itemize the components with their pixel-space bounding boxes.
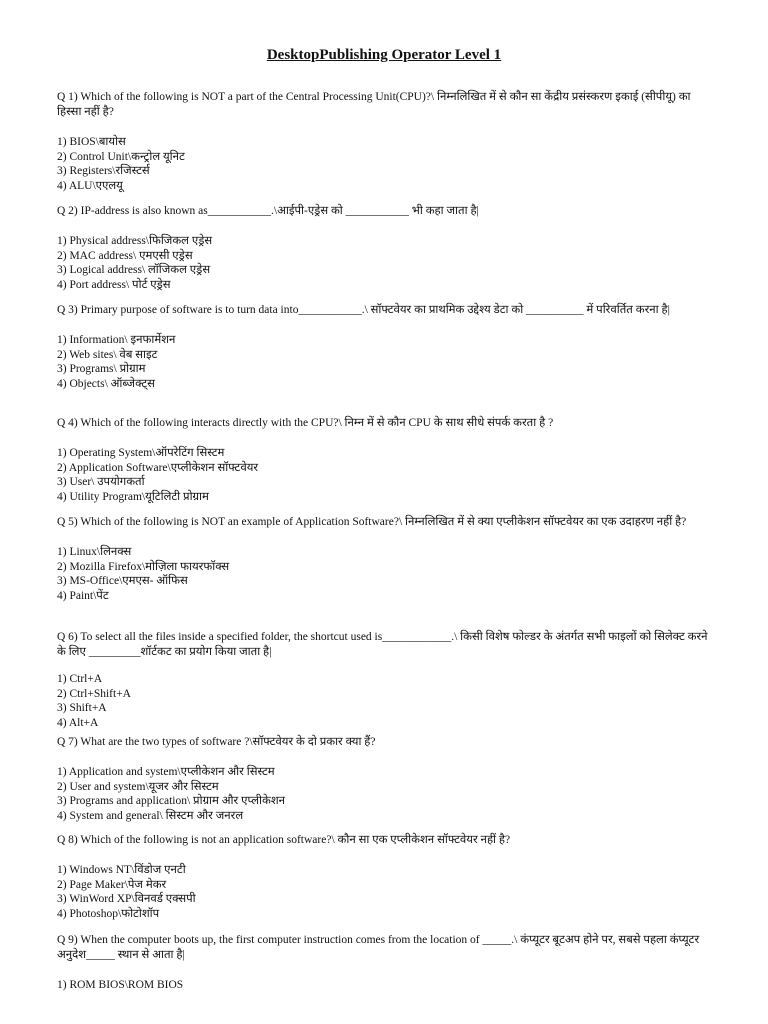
option-item: 2) User and system\यूजर और सिस्टम: [57, 780, 219, 793]
option-item: 2) Ctrl+Shift+A: [57, 687, 131, 700]
question-text: Q 2) IP-address is also known as___________.\आईपी-एड्रेस को ___________ भी कहा जाता है|: [57, 205, 479, 217]
option-item: 3) Programs and application\ प्रोग्राम और एप्लीकेशन: [57, 795, 286, 808]
options-list: [57, 765, 717, 823]
question-text: Q 6) To select all the files inside a specified folder, the shortcut used is____________.\ किसी विशेष फोल्डर के अंतर्गत सभी फाइलों को सिलेक्ट करने के लिए _________शॉर्टकट का प्रयोग किया जाता है|: [57, 631, 708, 658]
option-item: 1) Ctrl+A: [57, 673, 103, 685]
option-item: 4) Photoshop\फोटोशॉप: [57, 907, 160, 920]
question-text: Q 9) When the computer boots up, the first computer instruction comes from the location of _____.\ कंप्यूटर बूटअप होने पर, सबसे पहला कंप्यूटर अनुदेश_____ स्थान से आता है|: [57, 934, 700, 961]
option-item: 1) Application and system\एप्लीकेशन और सिस्टम: [57, 766, 275, 778]
question-7: [57, 735, 717, 823]
option-item: 1) Physical address\फिजिकल एड्रेस: [57, 235, 213, 247]
options-list: [57, 863, 717, 921]
option-item: 2) MAC address\ एमएसी एड्रेस: [57, 249, 193, 262]
option-item: 1) Operating System\ऑपरेटिंग सिस्टम: [57, 447, 225, 459]
question-text: Q 4) Which of the following interacts directly with the CPU?\ निम्न में से कौन CPU के साथ सीधे संपर्क करता है ?: [57, 417, 554, 429]
options-list: [57, 545, 717, 603]
option-item: 3) Registers\रजिस्टर्स: [57, 165, 150, 178]
question-2: [57, 204, 717, 292]
option-item: 2) Control Unit\कन्ट्रोल यूनिट: [57, 150, 185, 163]
option-item: 4) Objects\ ऑब्जेक्ट्स: [57, 377, 155, 390]
option-item: 1) Information\ इनफार्मेशन: [57, 334, 176, 346]
option-item: 4) Port address\ पोर्ट एड्रेस: [57, 278, 171, 291]
question-5: [57, 515, 717, 603]
option-item: 2) Web sites\ वेब साइट: [57, 348, 158, 361]
option-item: 3) Programs\ प्रोग्राम: [57, 363, 146, 376]
option-item: 3) Shift+A: [57, 702, 107, 715]
question-3: [57, 303, 717, 391]
option-item: 1) Windows NT\विंडोज एनटी: [57, 864, 186, 876]
options-list: [57, 672, 717, 730]
question-1: [57, 90, 717, 193]
option-item: 3) MS-Office\एमएस- ऑफिस: [57, 575, 188, 588]
option-item: 4) Alt+A: [57, 716, 99, 729]
document-title: DesktopPublishing Operator Level 1: [266, 47, 502, 63]
options-list: [57, 234, 717, 292]
options-list: [57, 333, 717, 391]
option-item: 4) ALU\एएलयू: [57, 179, 123, 192]
question-text: Q 3) Primary purpose of software is to turn data into___________.\ सॉफ्टवेयर का प्राथमिक उद्देश्य डेटा को __________ में परिवर्तित करना है|: [57, 304, 670, 316]
question-text: Q 8) Which of the following is not an application software?\ कौन सा एक एप्लीकेशन सॉफ्टवेयर नहीं है?: [57, 834, 511, 846]
option-item: 2) Mozilla Firefox\मोज़िला फायरफॉक्स: [57, 560, 230, 573]
option-item: 4) System and general\ सिस्टम और जनरल: [57, 809, 244, 822]
option-item: 2) Application Software\एप्लीकेशन सॉफ्टवेयर: [57, 461, 259, 474]
option-item: 3) User\ उपयोगकर्ता: [57, 476, 145, 489]
option-item: 1) ROM BIOS\ROM BIOS: [57, 979, 184, 991]
options-list: [57, 978, 717, 993]
question-8: [57, 833, 717, 921]
options-list: [57, 135, 717, 193]
option-item: 3) WinWord XP\विनवर्ड एक्सपी: [57, 893, 196, 906]
option-item: 1) BIOS\बायोस: [57, 136, 126, 148]
option-item: 2) Page Maker\पेज मेकर: [57, 878, 167, 891]
option-item: 4) Utility Program\यूटिलिटी प्रोग्राम: [57, 490, 209, 503]
question-text: Q 5) Which of the following is NOT an example of Application Software?\ निम्नलिखित में से क्या एप्लीकेशन सॉफ्टवेयर का एक उदाहरण नहीं है?: [57, 516, 687, 528]
option-item: 4) Paint\पेंट: [57, 589, 109, 602]
question-6: [57, 630, 717, 730]
option-item: 3) Logical address\ लॉजिकल एड्रेस: [57, 264, 211, 277]
question-4: [57, 416, 717, 504]
question-9: [57, 933, 717, 993]
question-text: Q 7) What are the two types of software ?\सॉफ्टवेयर के दो प्रकार क्या हैं?: [57, 736, 376, 748]
option-item: 1) Linux\लिनक्स: [57, 546, 132, 558]
options-list: [57, 446, 717, 504]
question-text: Q 1) Which of the following is NOT a part of the Central Processing Unit(CPU)?\ निम्नलिखित में से कौन सा केंद्रीय प्रसंस्करण इकाई (सीपीयू) का हिस्सा नहीं है?: [57, 91, 691, 118]
